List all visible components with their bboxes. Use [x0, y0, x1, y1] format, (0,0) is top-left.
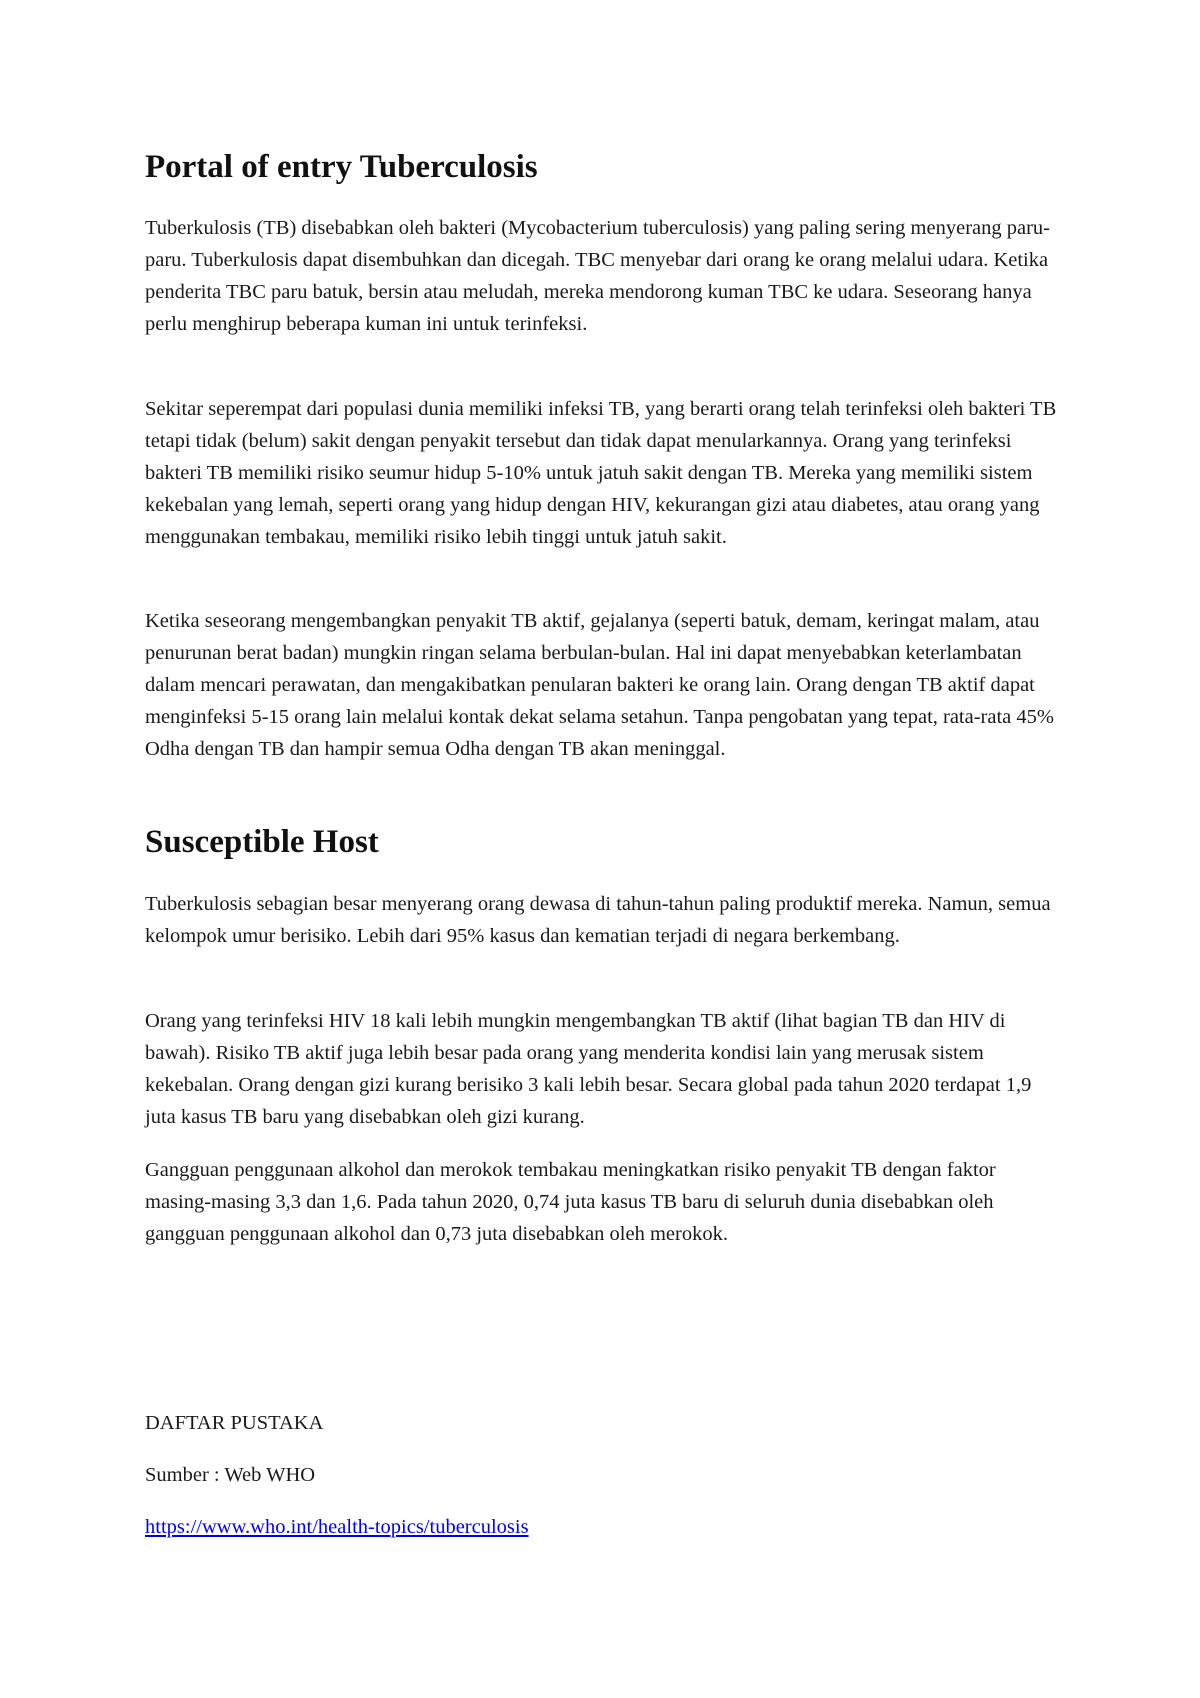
section-title-portal-of-entry: Portal of entry Tuberculosis	[145, 149, 538, 185]
paragraph: Orang yang terinfeksi HIV 18 kali lebih mungkin mengembangkan TB aktif (lihat bagian TB dan HIV di bawah). Risiko TB aktif juga lebih besar pada orang yang menderita kondisi lain yang merusak sistem kekebalan. Orang dengan gizi kurang berisiko 3 kali lebih besar. Secara global pada tahun 2020 terdapat 1,9 juta kasus TB baru yang disebabkan oleh gizi kurang.	[145, 1010, 1032, 1128]
section-title-susceptible-host: Susceptible Host	[145, 824, 379, 860]
paragraph: Sekitar seperempat dari populasi dunia memiliki infeksi TB, yang berarti orang telah terinfeksi oleh bakteri TB tetapi tidak (belum) sakit dengan penyakit tersebut dan tidak dapat menularkannya. Orang yang terinfeksi bakteri TB memiliki risiko seumur hidup 5-10% untuk jatuh sakit dengan TB. Mereka yang memiliki sistem kekebalan yang lemah, seperti orang yang hidup dengan HIV, kekurangan gizi atau diabetes, atau orang yang menggunakan tembakau, memiliki risiko lebih tinggi untuk jatuh sakit.	[145, 398, 1057, 548]
paragraph: Gangguan penggunaan alkohol dan merokok tembakau meningkatkan risiko penyakit TB dengan faktor masing-masing 3,3 dan 1,6. Pada tahun 2020, 0,74 juta kasus TB baru di seluruh dunia disebabkan oleh gangguan penggunaan alkohol dan 0,73 juta disebabkan oleh merokok.	[145, 1159, 996, 1245]
references-source: Sumber : Web WHO	[145, 1464, 316, 1486]
paragraph: Tuberkulosis (TB) disebabkan oleh bakteri (Mycobacterium tuberculosis) yang paling sering menyerang paru-paru. Tuberkulosis dapat disembuhkan dan dicegah. TBC menyebar dari orang ke orang melalui udara. Ketika penderita TBC paru batuk, bersin atau meludah, mereka mendorong kuman TBC ke udara. Seseorang hanya perlu menghirup beberapa kuman ini untuk terinfeksi.	[145, 217, 1050, 335]
paragraph: Tuberkulosis sebagian besar menyerang orang dewasa di tahun-tahun paling produktif mereka. Namun, semua kelompok umur berisiko. Lebih dari 95% kasus dan kematian terjadi di negara berkembang.	[145, 893, 1051, 947]
paragraph: Ketika seseorang mengembangkan penyakit TB aktif, gejalanya (seperti batuk, demam, keringat malam, atau penurunan berat badan) mungkin ringan selama berbulan-bulan. Hal ini dapat menyebabkan keterlambatan dalam mencari perawatan, dan mengakibatkan penularan bakteri ke orang lain. Orang dengan TB aktif dapat menginfeksi 5-15 orang lain melalui kontak dekat selama setahun. Tanpa pengobatan yang tepat, rata-rata 45% Odha dengan TB dan hampir semua Odha dengan TB akan meninggal.	[145, 610, 1054, 760]
references-heading: DAFTAR PUSTAKA	[145, 1412, 324, 1434]
who-tuberculosis-link[interactable]: https://www.who.int/health-topics/tuberculosis	[145, 1516, 529, 1538]
